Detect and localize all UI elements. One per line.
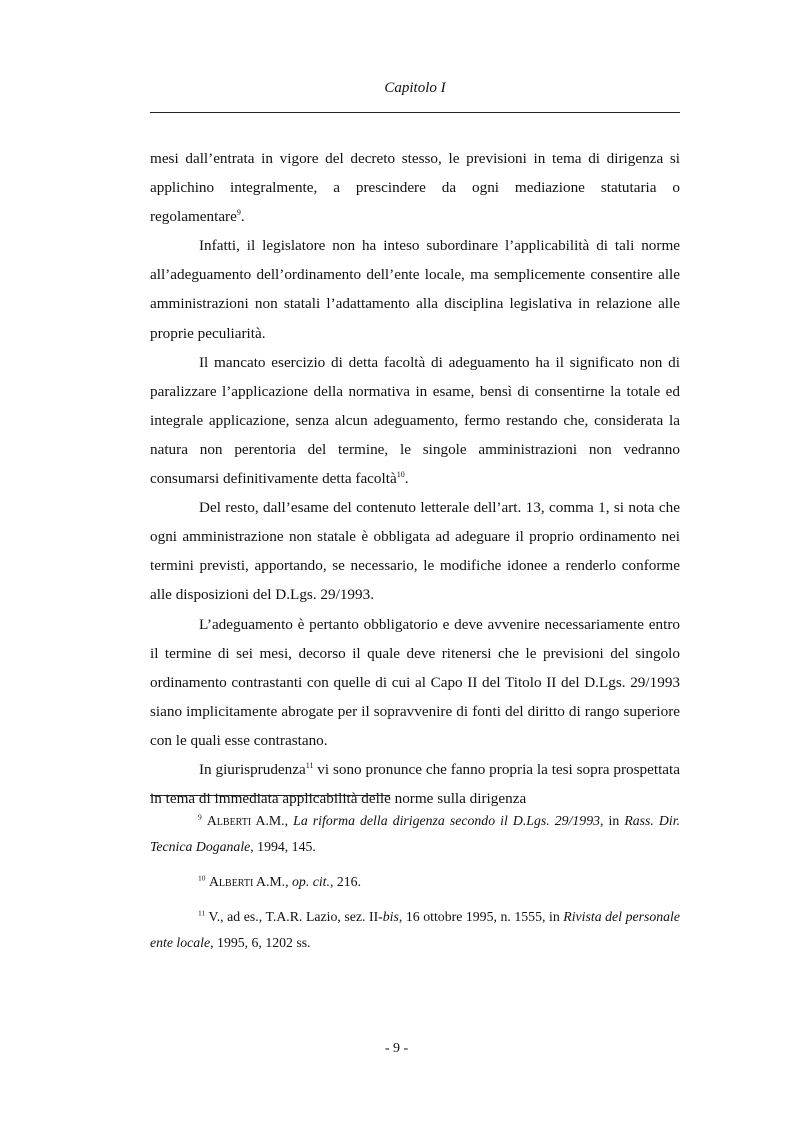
paragraph-1: mesi dall’entrata in vigore del decreto stesso, le previsioni in tema di dirigenza si applichino integralmente, a prescindere da ogni mediazione statutaria o regolamentare$^9$.: [150, 150, 680, 226]
running-header: Capitolo I: [384, 80, 446, 96]
footnote-9: $^9$ Alberti A.M., La riforma della dirigenza secondo il D.Lgs. 29/1993, in Rass. Dir. Tecnica Doganale, 1994, 145.: [150, 812, 680, 854]
footnote-number: 9: [198, 812, 202, 822]
paragraph-3: Il mancato esercizio di detta facoltà di adeguamento ha il significato non di paralizzare l’applicazione della normativa in esame, bensì di consentirne la totale ed integrale applicazione, senza alcun adeguamento, fermo restando che, considerata la natura non perentoria del termine, le singole amministrazioni non vedranno consumarsi definitivamente detta facoltà$^{10}$.: [150, 353, 680, 488]
footnote-ref-11[interactable]: 11: [305, 760, 314, 770]
page-number: - 9 -: [384, 1041, 409, 1056]
footnote-number: 11: [198, 908, 206, 918]
paragraph-2: Infatti, il legislatore non ha inteso subordinare l’applicabilità di tali norme all’adeguamento dell’ordinamento dell’ente locale, ma semplicemente consentire alle amministrazioni non statali l’adattamento alla disciplina legislativa in relazione alle proprie peculiarità.: [150, 237, 680, 342]
footnote-ref-10[interactable]: 10: [396, 469, 405, 479]
footnote-separator: [150, 795, 390, 796]
footnote-journal: Rivista del personale ente locale: [150, 909, 680, 950]
footnote-author: Alberti: [206, 813, 252, 828]
footnote-journal: Rass. Dir. Tecnica Doganale: [150, 813, 680, 854]
footnote-title: La riforma della dirigenza secondo il D.Lgs. 29/1993: [293, 813, 600, 828]
paragraph-4: Del resto, dall’esame del contenuto letterale dell’art. 13, comma 1, si nota che ogni amministrazione non statale è obbligata ad adeguare il proprio ordinamento nei termini previsti, apportando, se necessario, le modifiche idonee a renderlo conforme alle disposizioni del D.Lgs. 29/1993.: [150, 499, 680, 604]
footnote-ref-9[interactable]: 9: [236, 208, 241, 218]
footnote-title: op. cit.: [292, 874, 330, 889]
footnote-10: $^{10}$ Alberti A.M., op. cit., 216.: [198, 873, 362, 889]
paragraph-5: L’adeguamento è pertanto obbligatorio e deve avvenire necessariamente entro il termine di sei mesi, decorso il quale deve ritenersi che le previsioni del singolo ordinamento contrastanti con quelle di cui al Capo II del Titolo II del D.Lgs. 29/1993 siano implicitamente abrogate per il sopravvenire di fonti del diritto di rango superiore con le quali esse contrastano.: [150, 615, 680, 749]
footnote-number: 10: [198, 873, 206, 883]
footnote-11: $^{11}$ V., ad es., T.A.R. Lazio, sez. II-bis, 16 ottobre 1995, n. 1555, in Rivista del personale ente locale, 1995, 6, 1202 ss.: [150, 908, 680, 950]
footnote-author: Alberti: [208, 874, 254, 889]
footnotes: [150, 808, 680, 965]
header-rule: [150, 112, 680, 113]
body-text: [150, 144, 680, 813]
paragraph-6: In giurisprudenza$^{11}$ vi sono pronunce che fanno propria la tesi sopra prospettata in tema di immediata applicabilità delle norme sulla dirigenza: [150, 760, 680, 808]
